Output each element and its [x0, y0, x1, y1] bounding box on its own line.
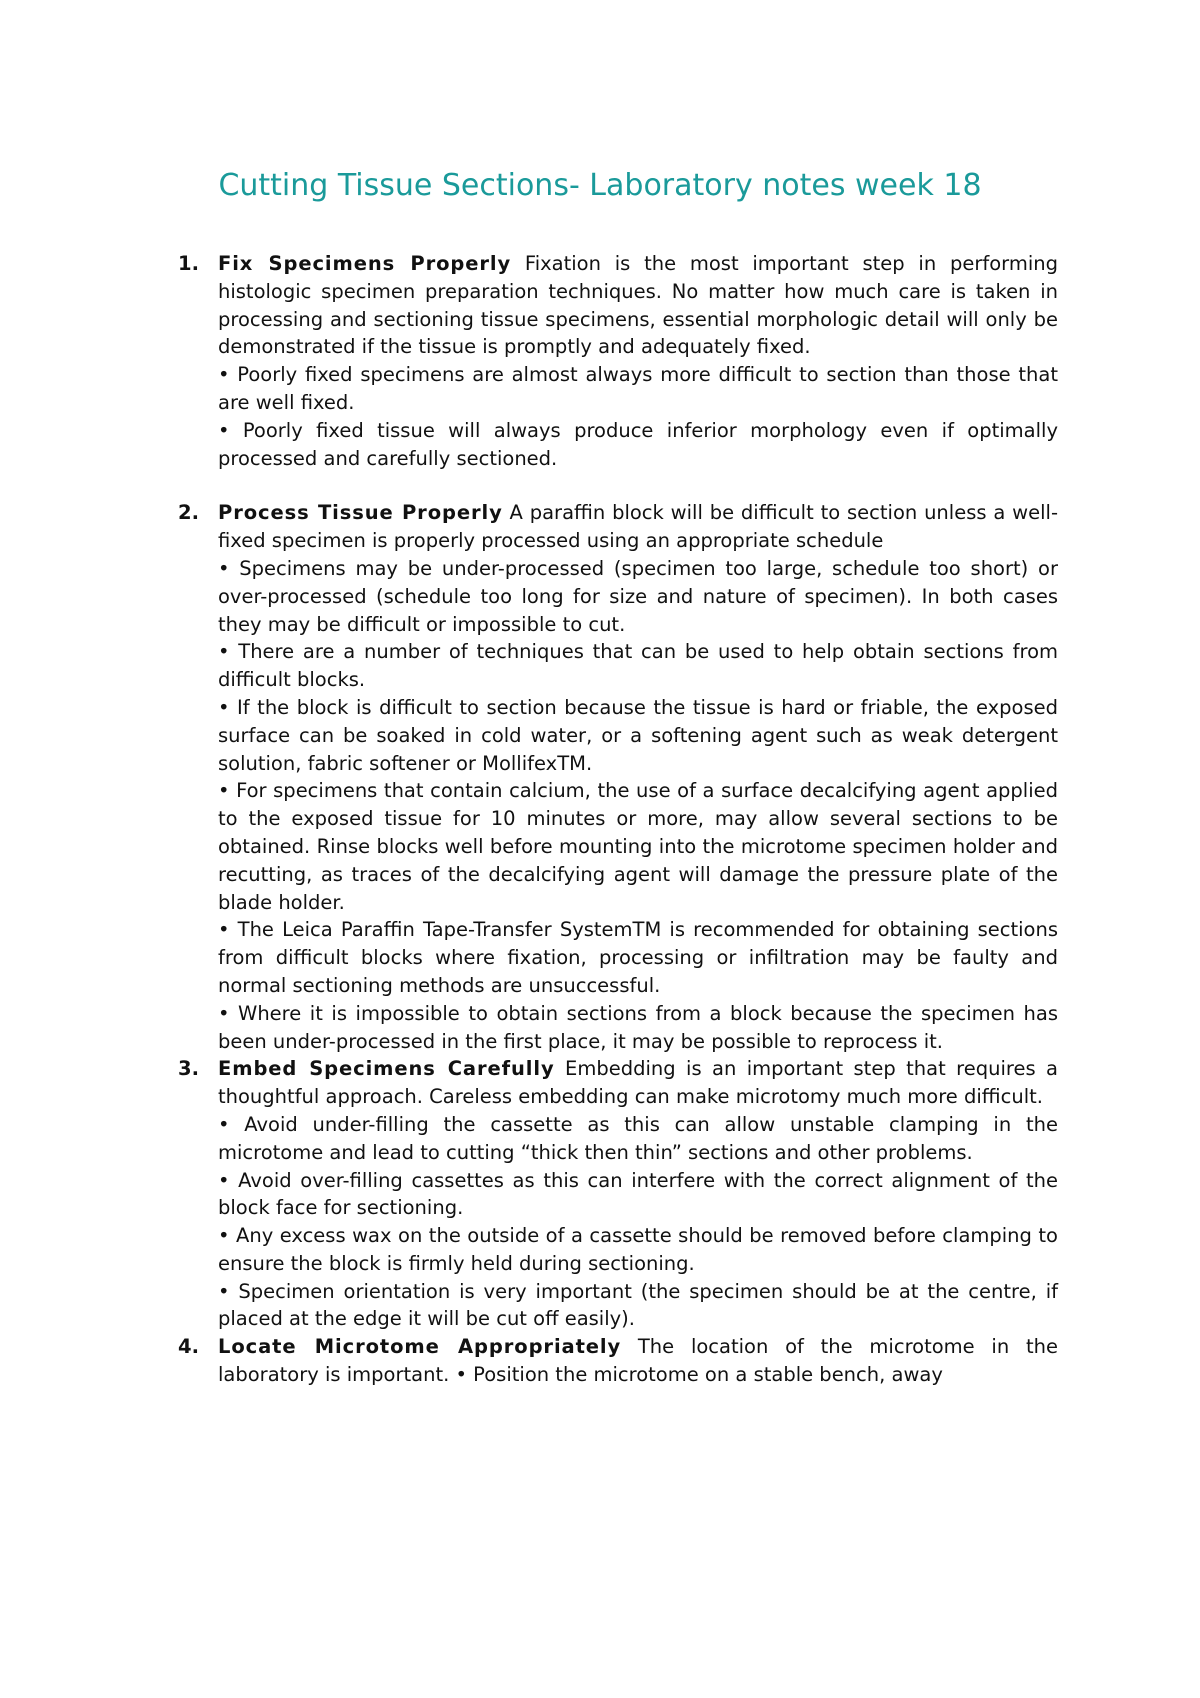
item-text: Fixation is the most important step in performing histologic specimen preparation techniques. No matter how much care is taken in processing and sectioning tissue specimens, essential morphologic detail will only be demonstrated if the tissue is promptly and adequately fixed.	[218, 252, 1058, 359]
list-item	[178, 250, 1058, 472]
bullet-point: • Avoid over-filling cassettes as this can interfere with the correct alignment of the block face for sectioning.	[218, 1168, 1058, 1220]
item-paragraph	[218, 499, 1058, 555]
item-text: A paraffin block will be difficult to section unless a well-fixed specimen is properly processed using an appropriate schedule	[218, 501, 1058, 553]
item-number: 2.	[178, 501, 199, 525]
bullet-point: • Avoid under-filling the cassette as this can allow unstable clamping in the microtome and lead to cutting “thick then thin” sections and other problems.	[218, 1112, 1058, 1164]
list-item	[178, 1333, 1058, 1389]
bullet-point: • Any excess wax on the outside of a cassette should be removed before clamping to ensure the block is firmly held during sectioning.	[218, 1224, 1058, 1275]
bullet-point: • If the block is difficult to section because the tissue is hard or friable, the exposed surface can be soaked in cold water, or a softening agent such as weak detergent solution, fabric softener or MollifexTM.	[218, 695, 1058, 775]
item-paragraph	[218, 250, 1058, 361]
numbered-list	[178, 250, 1058, 1389]
list-item	[178, 1055, 1058, 1333]
list-item	[178, 499, 1058, 1055]
item-number: 3.	[178, 1057, 199, 1081]
item-number: 4.	[178, 1335, 199, 1359]
item-text: Embedding is an important step that requires a thoughtful approach. Careless embedding can make microtomy much more difficult.	[218, 1057, 1058, 1109]
bullet-point: • There are a number of techniques that can be used to help obtain sections from difficult blocks.	[218, 640, 1058, 692]
item-number: 1.	[178, 252, 199, 275]
bullet-point: • Poorly fixed specimens are almost always more difficult to section than those that are well fixed.	[218, 363, 1058, 414]
bullet-point: • Where it is impossible to obtain sections from a block because the specimen has been under-processed in the first place, it may be possible to reprocess it.	[218, 1001, 1058, 1053]
bullet-point: • Poorly fixed tissue will always produce inferior morphology even if optimally processed and carefully sectioned.	[218, 418, 1058, 470]
bullet-point: • The Leica Paraffin Tape-Transfer SystemTM is recommended for obtaining sections from difficult blocks where fixation, processing or infiltration may be faulty and normal sectioning methods are unsuccessful.	[218, 918, 1058, 997]
item-paragraph	[218, 1055, 1058, 1111]
item-heading: Locate Microtome Appropriately	[218, 1335, 622, 1359]
item-paragraph	[218, 1333, 1058, 1389]
item-heading: Embed Specimens Carefully	[218, 1057, 555, 1081]
bullet-point: • Specimen orientation is very important (the specimen should be at the centre, if placed at the edge it will be cut off easily).	[218, 1279, 1058, 1331]
item-text: The location of the microtome in the laboratory is important. • Position the microtome on a stable bench, away	[218, 1335, 1058, 1387]
document-title: Cutting Tissue Sections- Laboratory notes week 18	[218, 168, 982, 203]
item-heading: Fix Specimens Properly	[218, 252, 512, 275]
bullet-point: • Specimens may be under-processed (specimen too large, schedule too short) or over-processed (schedule too long for size and nature of specimen). In both cases they may be difficult or impossible to cut.	[218, 556, 1058, 636]
item-heading: Process Tissue Properly	[218, 501, 503, 525]
bullet-point: • For specimens that contain calcium, the use of a surface decalcifying agent applied to the exposed tissue for 10 minutes or more, may allow several sections to be obtained. Rinse blocks well before mounting into the microtome specimen holder and recutting, as traces of the decalcifying agent will damage the pressure plate of the blade holder.	[218, 779, 1058, 914]
